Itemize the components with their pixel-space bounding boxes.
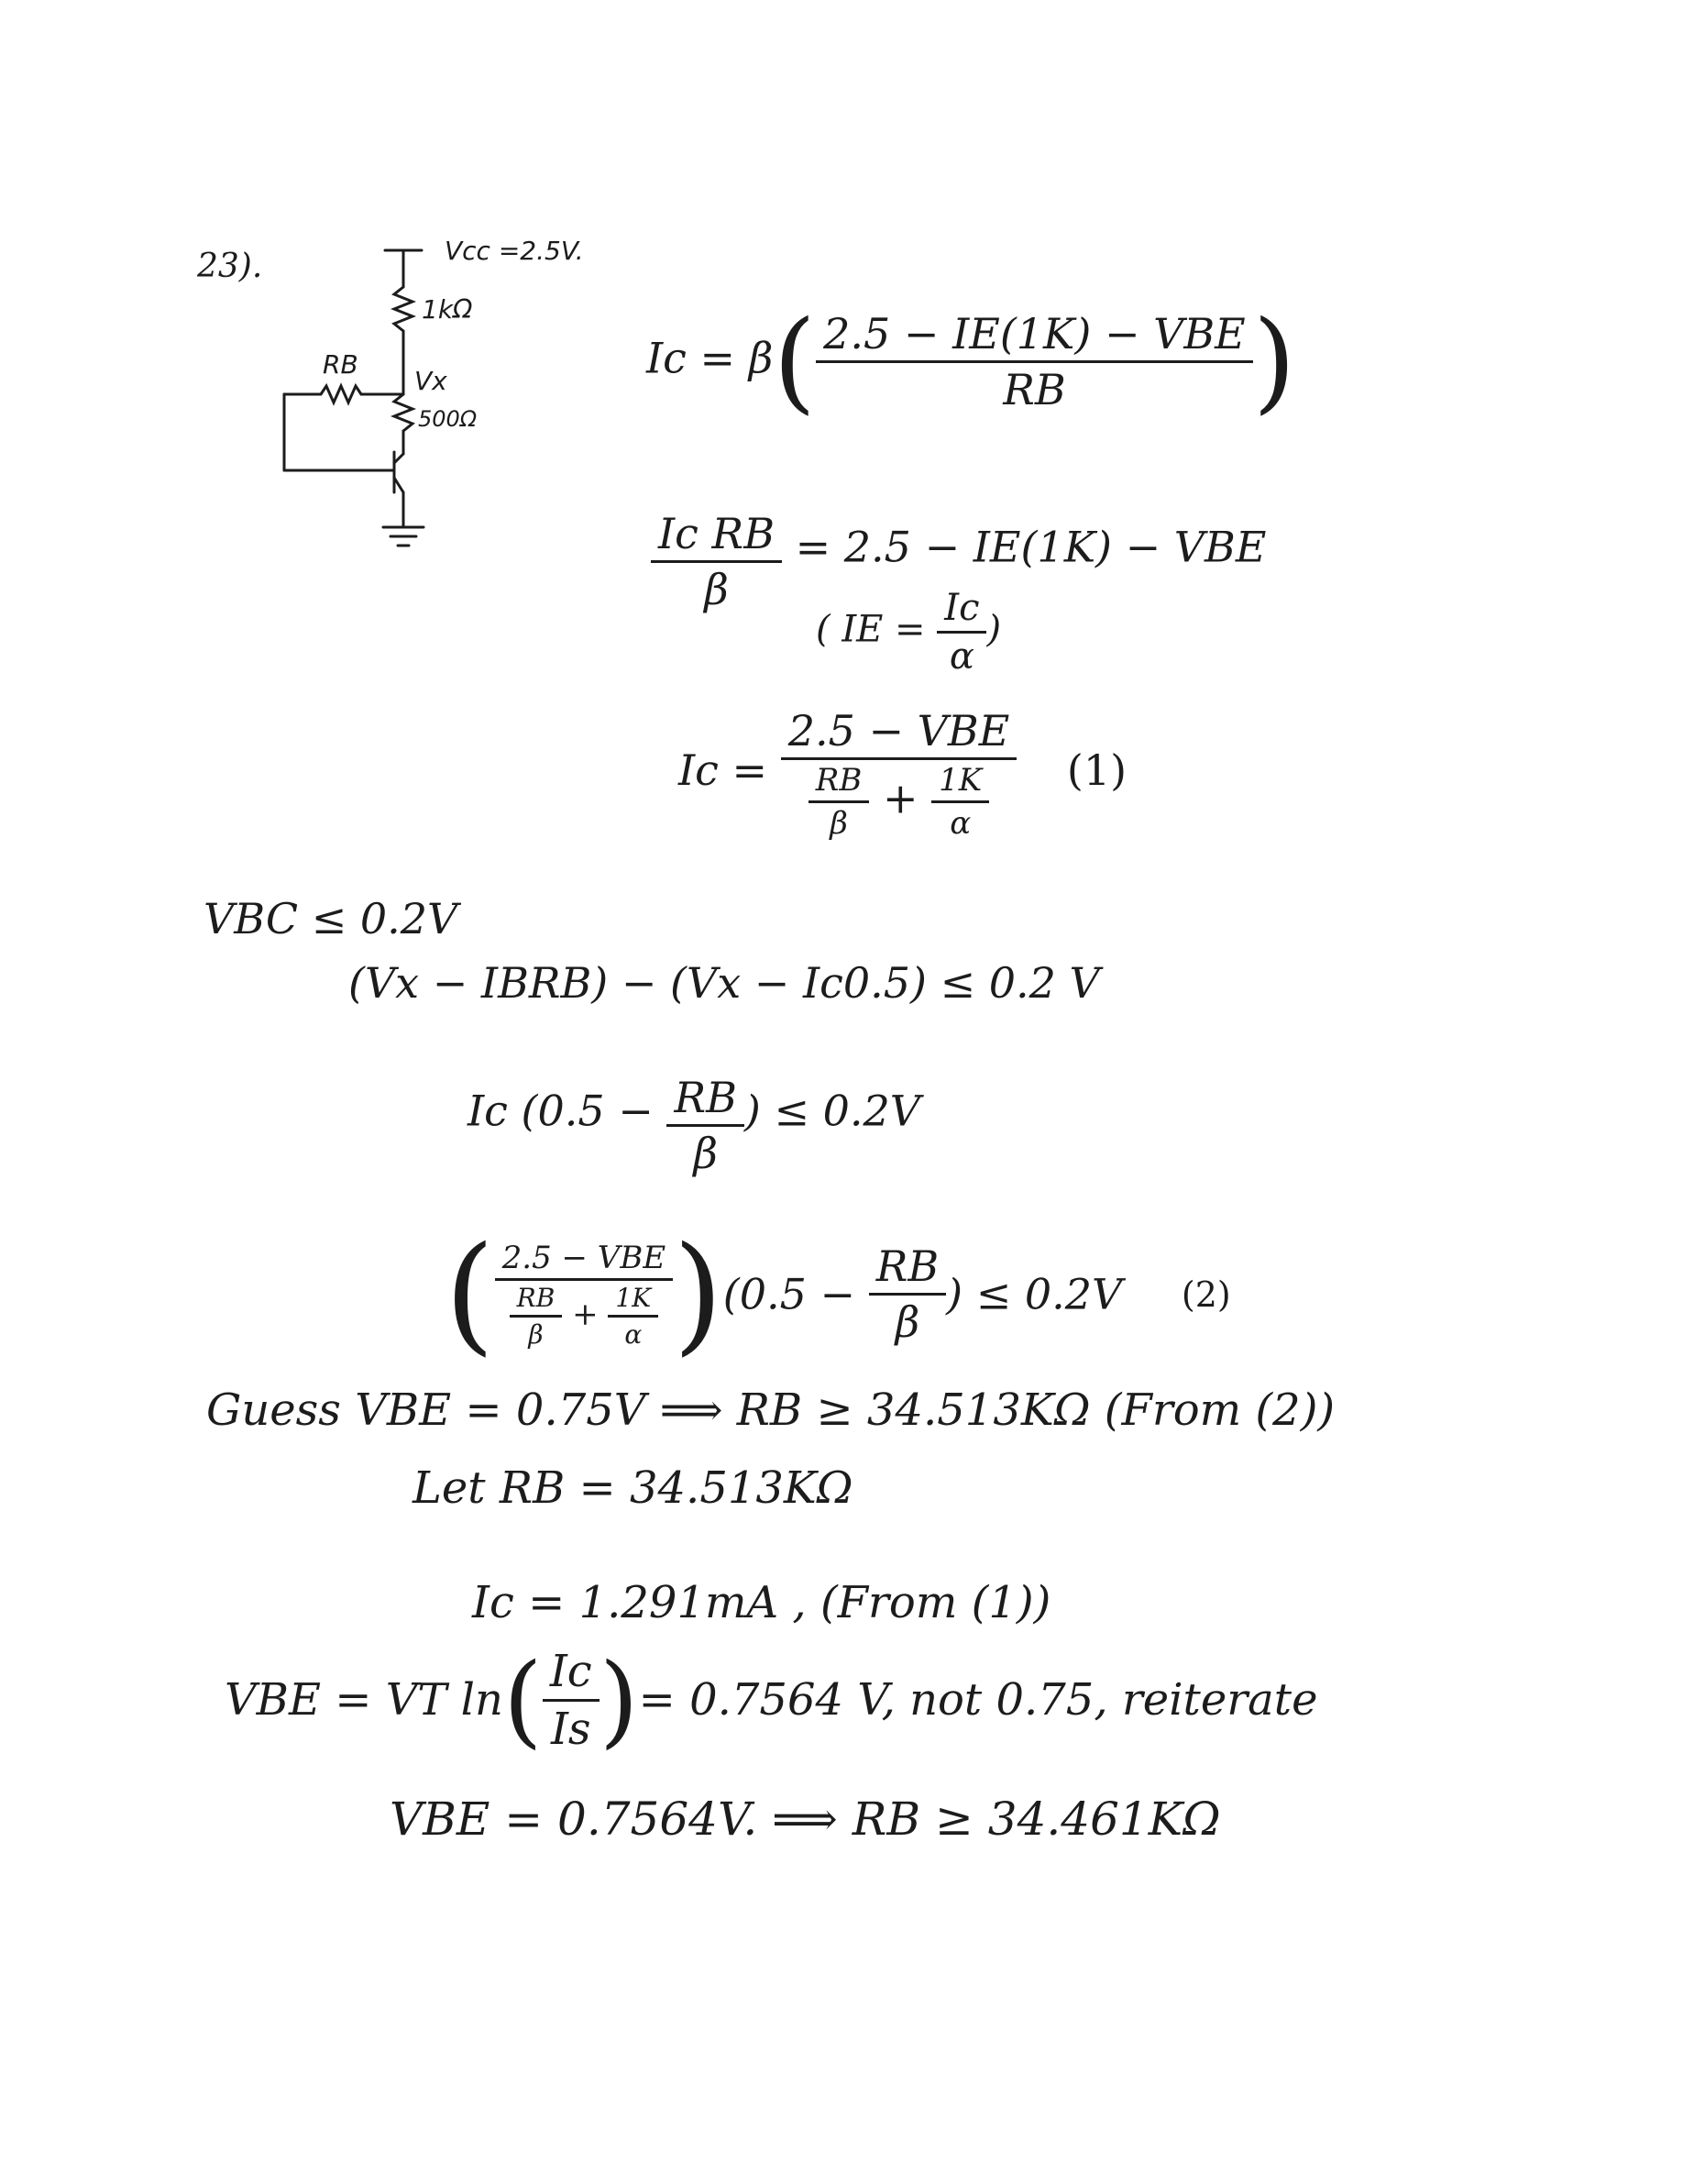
node-vx-label: Vx [414,366,447,396]
equation-2: ( 2.5 − VBE $\frac{RB}{\beta}$ + $\frac{1K}{\alpha}$ )(0.5 − $\frac{RB}{\beta}$ ) ≤ 0.2V (2) [445,1219,1231,1369]
condition-ic: Ic (0.5 − $\frac{RB}{\beta}$ ) ≤ 0.2V [468,1073,921,1178]
eq4-fraction: 2.5 − VBE $\frac{RB}{\beta}$ + $\frac{1K}{\alpha}$ [495,1240,674,1350]
equation-ie-condition: ( IE = $\frac{Ic}{\alpha}$ ) [816,587,1002,678]
let-line: Let RB = 34.513KΩ [412,1462,853,1514]
vbe-equation: VBE = VT ln( $\frac{Ic}{Is}$ )= 0.7564 V, not 0.75, reiterate [225,1641,1318,1759]
equation-ic-beta: Ic = β( $\frac{\text{2.5 − IE(1K) − VBE}}{RB}$ ) [646,298,1296,425]
guess-line: Guess VBE = 0.75V ⟹ RB ≥ 34.513KΩ (From (2)) [206,1384,1336,1436]
r-top-label: 1kΩ [422,294,473,325]
eq2-tag: (2) [1181,1274,1231,1315]
eq1-fraction: $\frac{\text{2.5 − IE(1K) − VBE}}{RB}$ [816,309,1253,414]
vcc-label: Vcc =2.5V. [445,236,584,266]
circuit-schematic [266,234,596,573]
eq1-tag: (1) [1066,745,1128,795]
rb-label: RB [323,349,358,380]
equation-1 [678,706,1127,842]
problem-number: 23). [197,248,263,285]
eq2-lhs-fraction: $\frac{\text{Ic RB}}{\beta}$ [651,509,782,614]
eq3-lhs: Ic = [678,745,768,795]
r-bottom-label: 500Ω [418,406,478,432]
ic-value-line: Ic = 1.291mA , (From (1)) [472,1577,1051,1628]
condition-vbc: VBC ≤ 0.2V [204,894,458,943]
final-line: VBE = 0.7564V. ⟹ RB ≥ 34.461KΩ [390,1792,1221,1846]
eq3-fraction: 2.5 − VBE $\frac{RB}{\beta}$ + $\frac{1K}{\alpha}$ [781,706,1018,842]
eq2-rhs: = 2.5 − IE(1K) − VBE [795,522,1267,572]
eq1-lhs: Ic = β [646,333,774,383]
condition-expanded: (Vx − IBRB) − (Vx − Ic0.5) ≤ 0.2 V [348,958,1100,1008]
